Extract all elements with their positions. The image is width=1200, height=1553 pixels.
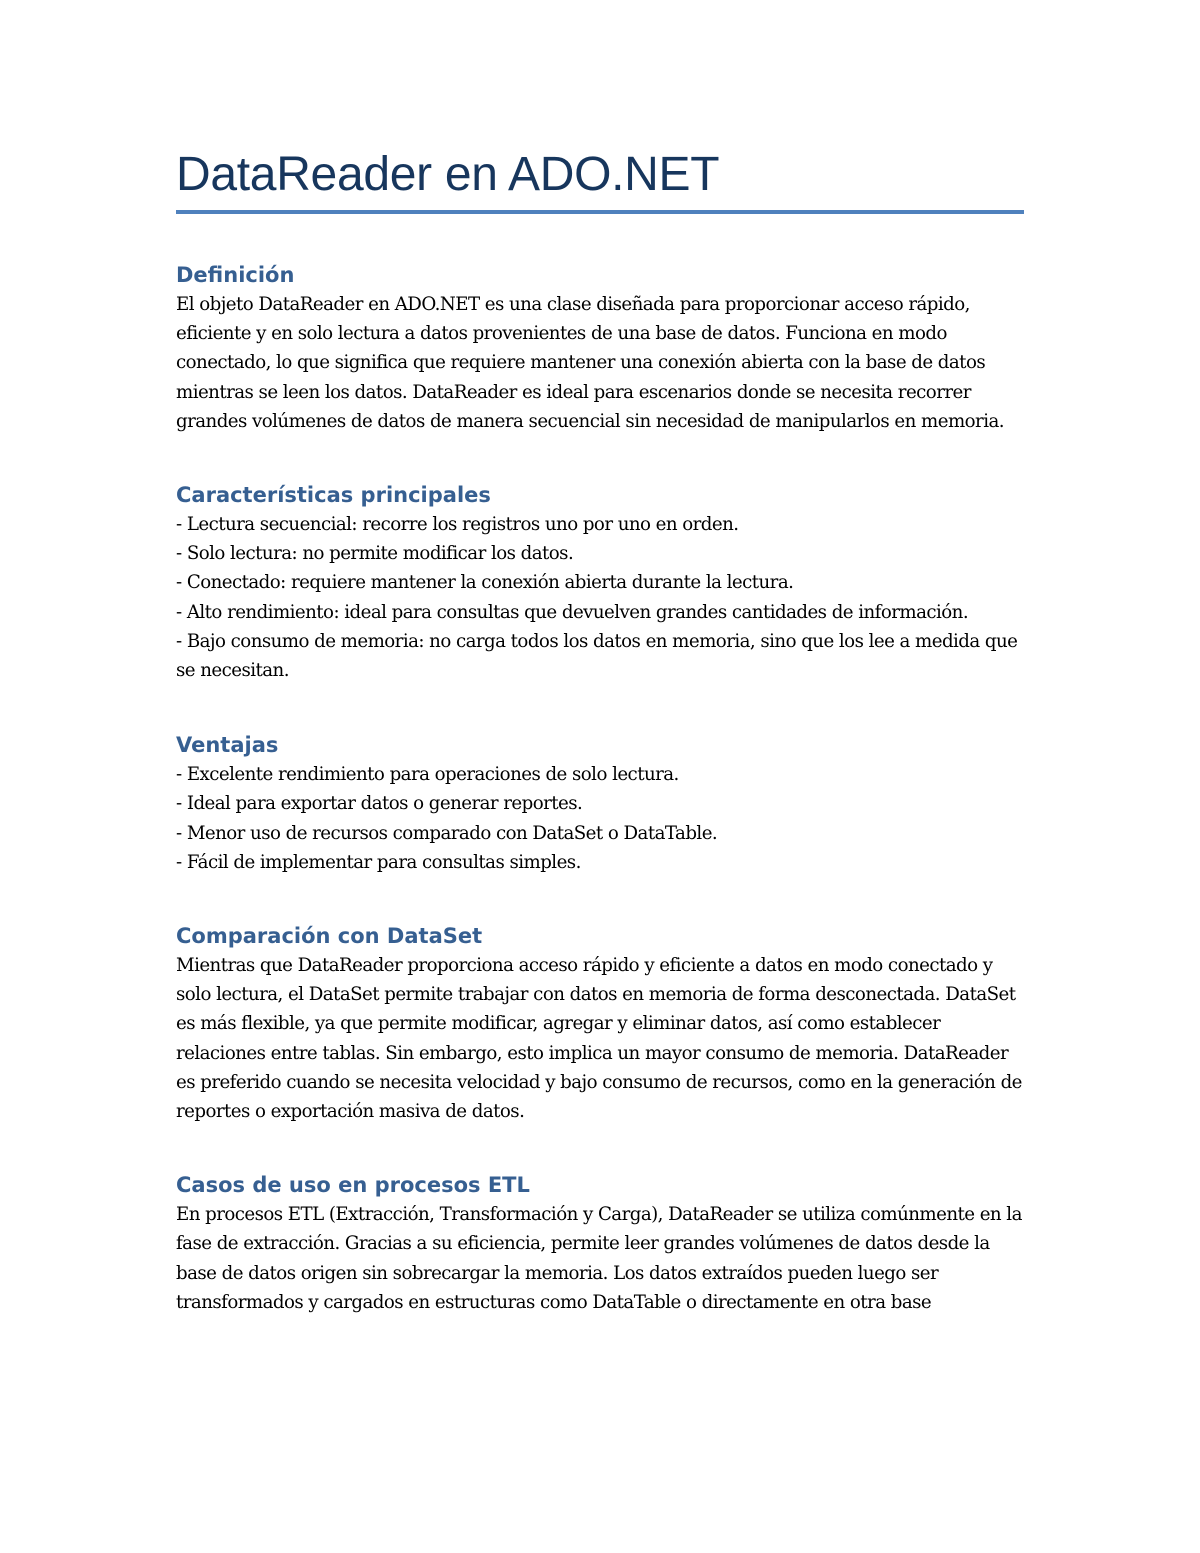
section-caracteristicas	[176, 480, 1026, 685]
list-caracteristicas	[176, 510, 1026, 685]
list-item: - Solo lectura: no permite modificar los datos.	[176, 543, 574, 565]
list-item: - Alto rendimiento: ideal para consultas que devuelven grandes cantidades de información.	[176, 601, 969, 623]
list-item: - Excelente rendimiento para operaciones de solo lectura.	[176, 764, 679, 786]
list-item: - Conectado: requiere mantener la conexión abierta durante la lectura.	[176, 572, 794, 594]
section-heading-definicion: Definición	[176, 263, 295, 287]
page-title: DataReader en ADO.NET	[176, 148, 720, 201]
list-item: - Fácil de implementar para consultas simples.	[176, 851, 581, 873]
list-item: - Menor uso de recursos comparado con DataSet o DataTable.	[176, 822, 718, 844]
section-ventajas	[176, 730, 1026, 877]
section-heading-caracteristicas: Características principales	[176, 483, 491, 508]
section-heading-casos-etl: Casos de uso en procesos ETL	[176, 1173, 530, 1198]
list-item: - Lectura secuencial: recorre los registros uno por uno en orden.	[176, 514, 739, 536]
document-page	[176, 140, 1026, 1317]
title-underline	[176, 210, 1024, 214]
list-item: - Ideal para exportar datos o generar reportes.	[176, 793, 583, 815]
section-definicion	[176, 260, 1026, 436]
section-heading-ventajas: Ventajas	[176, 733, 279, 758]
section-casos-etl	[176, 1170, 1026, 1317]
section-heading-comparacion: Comparación con DataSet	[176, 924, 483, 949]
paragraph-comparacion: Mientras que DataReader proporciona acceso rápido y eficiente a datos en modo conectado y solo lectura, el DataSet permite trabajar con datos en memoria de forma desconectada. DataSet es más flexible, ya que permite modificar, agregar y eliminar datos, así como establecer relaciones entre tablas. Sin embargo, esto implica un mayor consumo de memoria. DataReader es preferido cuando se necesita velocidad y bajo consumo de recursos, como en la generación de reportes o exportación masiva de datos.	[176, 955, 1022, 1123]
list-ventajas	[176, 760, 1026, 877]
list-item: - Bajo consumo de memoria: no carga todos los datos en memoria, sino que los lee a medida que se necesitan.	[176, 630, 1018, 682]
section-comparacion	[176, 921, 1026, 1126]
paragraph-casos-etl: En procesos ETL (Extracción, Transformación y Carga), DataReader se utiliza comúnmente en la fase de extracción. Gracias a su eficiencia, permite leer grandes volúmenes de datos desde la base de datos origen sin sobrecargar la memoria. Los datos extraídos pueden luego ser transformados y cargados en estructuras como DataTable o directamente en otra base	[176, 1204, 1022, 1313]
paragraph-definicion: El objeto DataReader en ADO.NET es una clase diseñada para proporcionar acceso rápido, eficiente y en solo lectura a datos provenientes de una base de datos. Funciona en modo conectado, lo que significa que requiere mantener una conexión abierta con la base de datos mientras se leen los datos. DataReader es ideal para escenarios donde se necesita recorrer grandes volúmenes de datos de manera secuencial sin necesidad de manipularlos en memoria.	[176, 294, 1004, 432]
